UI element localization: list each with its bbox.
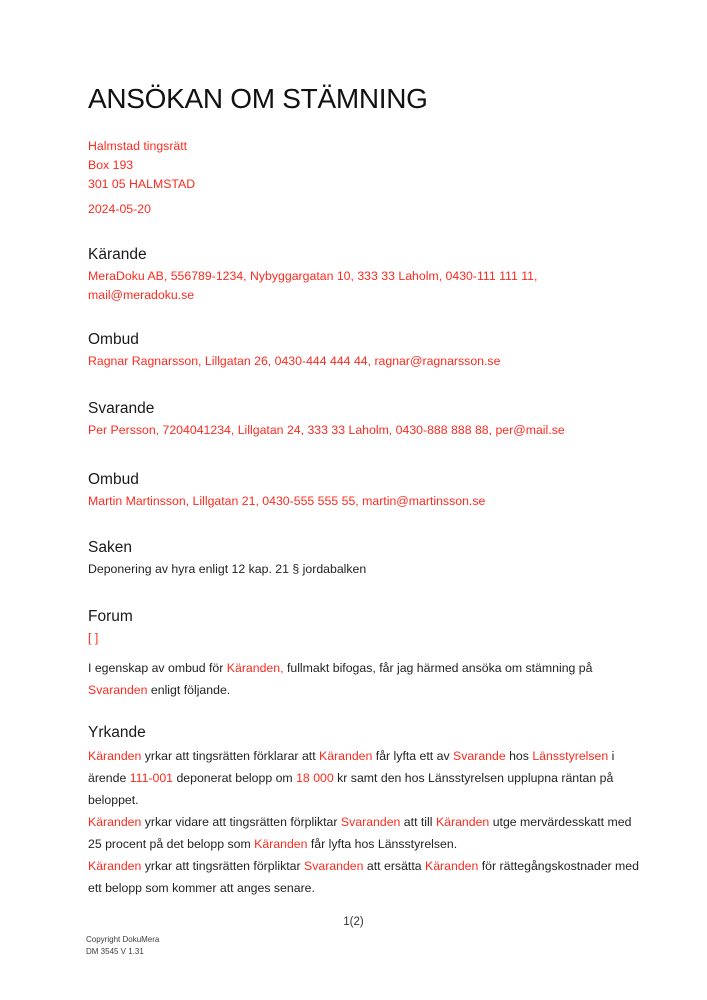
section-heading-forum: Forum — [88, 608, 133, 625]
section-heading-ombud-1: Ombud — [88, 331, 139, 348]
ombud-2-details: Martin Martinsson, Lillgatan 21, 0430-555 555 55, martin@martinsson.se — [88, 494, 486, 508]
text-segment: yrkar att tingsrätten förpliktar — [141, 859, 304, 873]
section-ombud-svarande — [88, 469, 644, 511]
yrkande-paragraph — [88, 811, 644, 855]
text-segment: yrkar vidare att tingsrätten förpliktar — [141, 815, 341, 829]
text-segment: för rättegångskostnader med ett belopp som kommer att anges senare. — [88, 859, 639, 895]
copyright-notice — [86, 934, 159, 957]
text-segment: i ärende — [88, 749, 615, 785]
text-segment-red: Käranden — [435, 815, 490, 829]
section-svarande — [88, 398, 644, 440]
section-heading-svarande: Svarande — [88, 400, 155, 417]
section-heading-saken: Saken — [88, 539, 132, 556]
saken-details: Deponering av hyra enligt 12 kap. 21 § jordabalken — [88, 562, 367, 576]
page-number: 1(2) — [343, 916, 364, 928]
text-segment-red: Svaranden — [88, 683, 148, 697]
text-segment-red: Käranden — [88, 859, 142, 873]
forum-intro-paragraph — [88, 657, 644, 701]
section-heading-yrkande: Yrkande — [88, 724, 146, 741]
text-segment: deponerat belopp om — [173, 771, 297, 785]
text-segment: yrkar att tingsrätten förklarar att — [141, 749, 320, 763]
text-segment-red: Svarande — [453, 749, 506, 763]
document-content — [88, 84, 644, 899]
yrkande-paragraph — [88, 745, 644, 811]
text-segment-red: Svaranden — [340, 815, 401, 829]
text-segment: att ersätta — [363, 859, 425, 873]
address-line: Box 193 — [88, 158, 134, 172]
address-line: Halmstad tingsrätt — [88, 139, 188, 153]
document-date: 2024-05-20 — [88, 202, 151, 216]
text-segment-red: Käranden — [319, 749, 373, 763]
text-segment: hos — [505, 749, 533, 763]
text-segment: I egenskap av ombud för — [88, 661, 227, 675]
text-segment-red: Käranden — [425, 859, 479, 873]
text-segment-red: Käranden — [88, 815, 142, 829]
text-segment: enligt följande. — [147, 683, 231, 697]
section-ombud-karande — [88, 329, 644, 371]
text-segment-red: 18 000 — [296, 771, 334, 785]
yrkande-paragraphs — [88, 745, 644, 899]
section-yrkande — [88, 722, 644, 899]
copyright-line-1: Copyright DokuMera — [86, 935, 160, 944]
section-heading-karande: Kärande — [88, 246, 147, 263]
section-saken — [88, 537, 644, 579]
text-segment-red: Svaranden — [304, 859, 364, 873]
svarande-details: Per Persson, 7204041234, Lillgatan 24, 333 33 Laholm, 0430-888 888 88, per@mail.se — [88, 423, 565, 437]
text-segment: utge mervärdesskatt med 25 procent på det belopp som — [88, 815, 632, 851]
text-segment-red: Länsstyrelsen — [532, 749, 609, 763]
text-segment: kr samt den hos Länsstyrelsen upplupna räntan på beloppet. — [88, 771, 614, 807]
text-segment-red: 111-001 — [129, 771, 174, 785]
text-segment-red: Käranden, — [226, 661, 284, 675]
section-forum — [88, 606, 644, 701]
text-segment: fullmakt bifogas, får jag härmed ansöka om stämning på — [283, 661, 593, 675]
ombud-1-details: Ragnar Ragnarsson, Lillgatan 26, 0430-444 444 44, ragnar@ragnarsson.se — [88, 354, 501, 368]
section-heading-ombud-2: Ombud — [88, 471, 139, 488]
address-line: 301 05 HALMSTAD — [88, 177, 196, 191]
text-segment-red: Käranden — [254, 837, 308, 851]
copyright-line-2: DM 3545 V 1.31 — [86, 946, 144, 956]
yrkande-paragraph — [88, 855, 644, 899]
karande-details: MeraDoku AB, 556789-1234, Nybyggargatan 10, 333 33 Laholm, 0430-111 111 11, mail@meradoku.se — [88, 269, 538, 302]
text-segment-red: Käranden — [88, 749, 142, 763]
text-segment: får lyfta ett av — [372, 749, 454, 763]
text-segment: får lyfta hos Länsstyrelsen. — [307, 837, 458, 851]
forum-placeholder: [ ] — [88, 631, 99, 645]
recipient-address — [88, 137, 644, 194]
section-karande — [88, 244, 644, 305]
document-title: ANSÖKAN OM STÄMNING — [88, 83, 428, 114]
text-segment: att till — [400, 815, 436, 829]
